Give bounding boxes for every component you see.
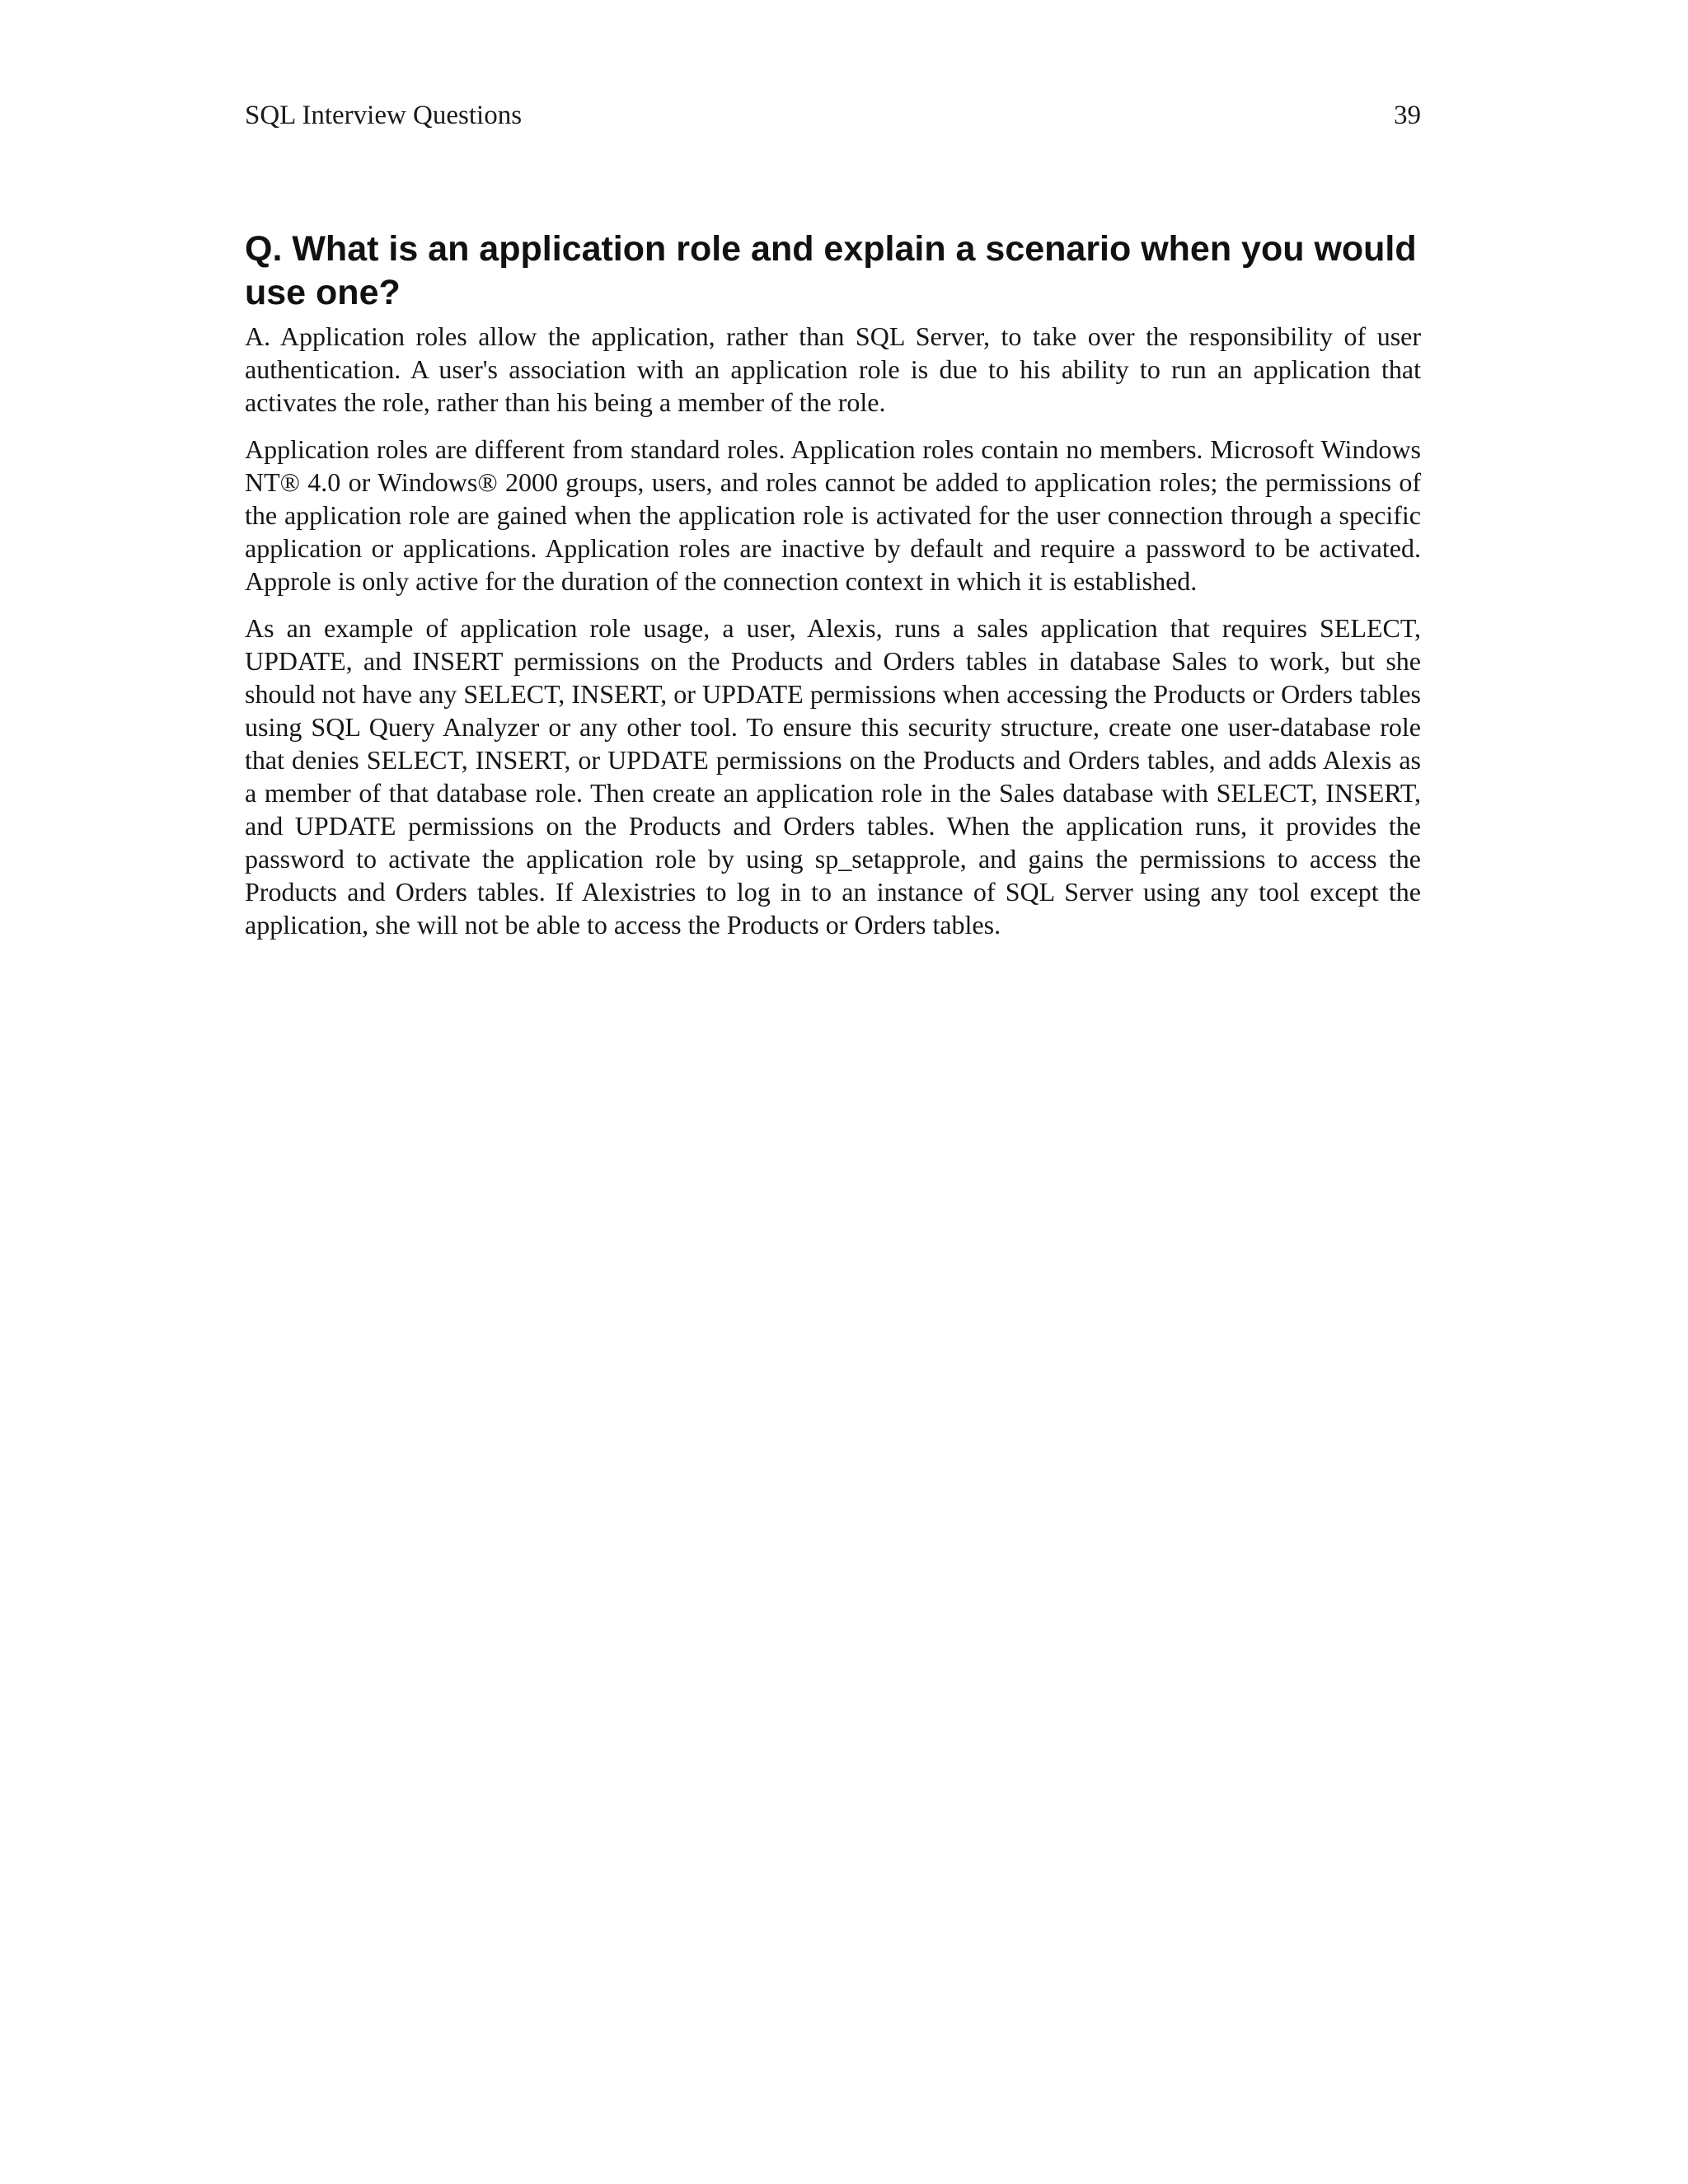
question-heading: Q. What is an application role and explain a scenario when you would use one? (245, 229, 1417, 312)
answer-paragraph: A. Application roles allow the application, rather than SQL Server, to take over the responsibility of user authentication. A user's association with an application role is due to his ability to run an application that activates the role, rather than his being a member of the role. (245, 321, 1421, 417)
running-header (245, 97, 1421, 134)
body-paragraph: As an example of application role usage, a user, Alexis, runs a sales application that requires SELECT, UPDATE, and INSERT permissions on the Products and Orders tables in database Sales to work, but she should not have any SELECT, INSERT, or UPDATE permissions when accessing the Products or Orders tables using SQL Query Analyzer or any other tool. To ensure this security structure, create one user-database role that denies SELECT, INSERT, or UPDATE permissions on the Products and Orders tables, and adds Alexis as a member of that database role. Then create an application role in the Sales database with SELECT, INSERT, and UPDATE permissions on the Products and Orders tables. When the application runs, it provides the password to activate the application role by using sp_setapprole, and gains the permissions to access the Products and Orders tables. If Alexistries to log in to an instance of SQL Server using any tool except the application, she will not be able to access the Products or Orders tables. (245, 613, 1421, 940)
body-paragraph: Application roles are different from standard roles. Application roles contain no members. Microsoft Windows NT® 4.0 or Windows® 2000 groups, users, and roles cannot be added to application roles; the permissions of the application role are gained when the application role is activated for the user connection through a specific application or applications. Application roles are inactive by default and require a password to be activated. Approle is only active for the duration of the connection context in which it is established. (245, 434, 1421, 596)
question-section (245, 227, 1421, 955)
book-title: SQL Interview Questions (245, 101, 523, 130)
page-number: 39 (1394, 101, 1421, 130)
